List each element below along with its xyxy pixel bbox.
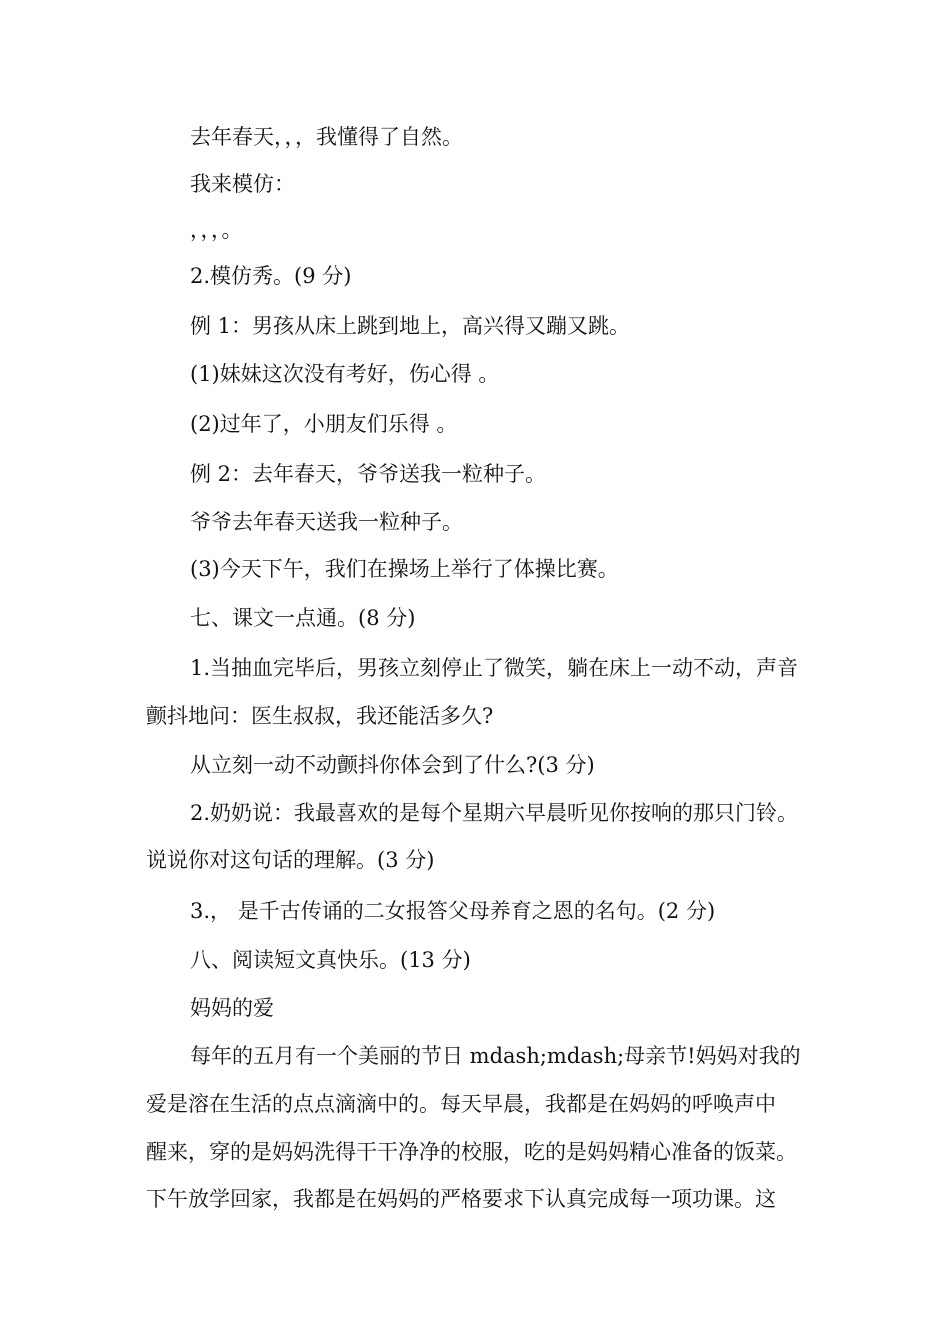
question-line: 说说你对这句话的理解。(3 分) (146, 848, 435, 872)
question-line: (3)今天下午，我们在操场上举行了体操比赛。 (190, 557, 619, 581)
text-line: 例 2：去年春天，爷爷送我一粒种子。 (190, 462, 547, 486)
question-line: 颤抖地问：医生叔叔，我还能活多久? (146, 704, 494, 728)
text-line: 去年春天，，，我懂得了自然。 (190, 125, 463, 149)
question-line: (2)过年了，小朋友们乐得 。 (190, 412, 458, 436)
text-line: ，，，。 (190, 218, 243, 242)
question-line: 从立刻一动不动颤抖你体会到了什么?(3 分) (190, 753, 595, 777)
passage-line: 每年的五月有一个美丽的节日 mdash;mdash;母亲节!妈妈对我的 (190, 1044, 801, 1068)
question-line: (1)妹妹这次没有考好，伤心得 。 (190, 362, 500, 386)
passage-line: 下午放学回家，我都是在妈妈的严格要求下认真完成每一项功课。这 (146, 1187, 776, 1211)
question-line: 2.奶奶说：我最喜欢的是每个星期六早晨听见你按响的那只门铃。 (190, 801, 799, 825)
question-line: 1.当抽血完毕后，男孩立刻停止了微笑，躺在床上一动不动，声音 (190, 656, 799, 680)
section-heading: 七、课文一点通。(8 分) (190, 606, 416, 630)
text-line: 我来模仿： (190, 172, 295, 196)
question-line: 3.， 是千古传诵的二女报答父母养育之恩的名句。(2 分) (190, 899, 716, 923)
text-line: 爷爷去年春天送我一粒种子。 (190, 510, 463, 534)
passage-line: 爱是溶在生活的点点滴滴中的。每天早晨，我都是在妈妈的呼唤声中 (146, 1092, 776, 1116)
section-heading: 八、阅读短文真快乐。(13 分) (190, 948, 471, 972)
passage-line: 醒来，穿的是妈妈洗得干干净净的校服，吃的是妈妈精心准备的饭菜。 (146, 1140, 797, 1164)
passage-title: 妈妈的爱 (190, 996, 274, 1020)
section-heading: 2.模仿秀。(9 分) (190, 264, 352, 288)
text-line: 例 1：男孩从床上跳到地上，高兴得又蹦又跳。 (190, 314, 631, 338)
